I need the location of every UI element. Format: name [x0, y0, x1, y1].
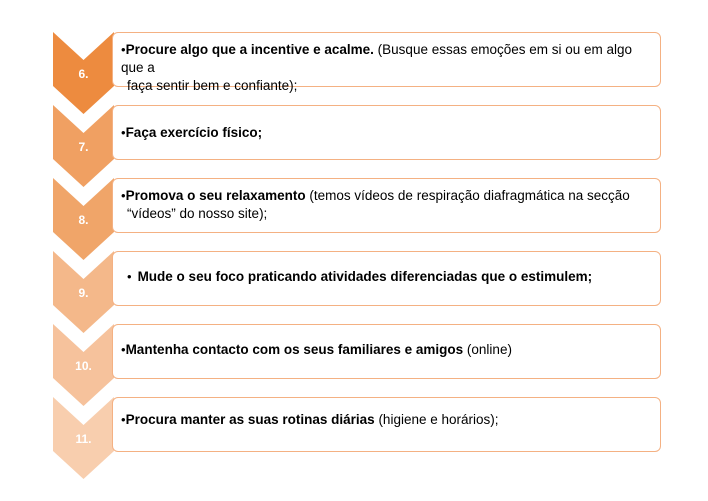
step-6-number: 6.: [78, 67, 89, 81]
step-9-number: 9.: [78, 286, 89, 300]
step-7-number: 7.: [78, 140, 89, 154]
step-8-continuation: “vídeos” do nosso site);: [127, 206, 268, 221]
step-7-box: [112, 105, 661, 160]
step-10-number: 10.: [75, 359, 92, 373]
step-9-box: [112, 251, 661, 306]
step-11-box: [112, 397, 661, 452]
step-7-text: •Faça exercício físico;: [121, 125, 263, 140]
step-7-chevron: [53, 105, 114, 187]
step-10-text: •Mantenha contacto com os seus familiares e amigos (online): [121, 342, 512, 357]
step-8-chevron: [53, 178, 114, 260]
step-6-box: [112, 32, 661, 93]
step-11-text: •Procura manter as suas rotinas diárias (higiene e horários);: [121, 412, 499, 427]
step-8-number: 8.: [78, 213, 89, 227]
step-11-number: 11.: [75, 432, 92, 446]
step-6-continuation: faça sentir bem e confiante);: [127, 78, 298, 93]
step-8-text: •Promova o seu relaxamento (temos vídeos de respiração diafragmática na secção: [121, 188, 630, 203]
step-10-chevron: [53, 324, 114, 406]
step-6-chevron: [53, 32, 114, 114]
step-11-chevron: [53, 397, 114, 479]
step-10-box: [112, 324, 661, 379]
step-9-chevron: [53, 251, 114, 333]
step-6-text: •Procure algo que a incentive e acalme. (Busque essas emoções em si ou em algo que a: [121, 42, 633, 75]
step-9-text: • Mude o seu foco praticando atividades diferenciadas que o estimulem;: [127, 269, 593, 284]
step-8-box: [112, 178, 661, 233]
